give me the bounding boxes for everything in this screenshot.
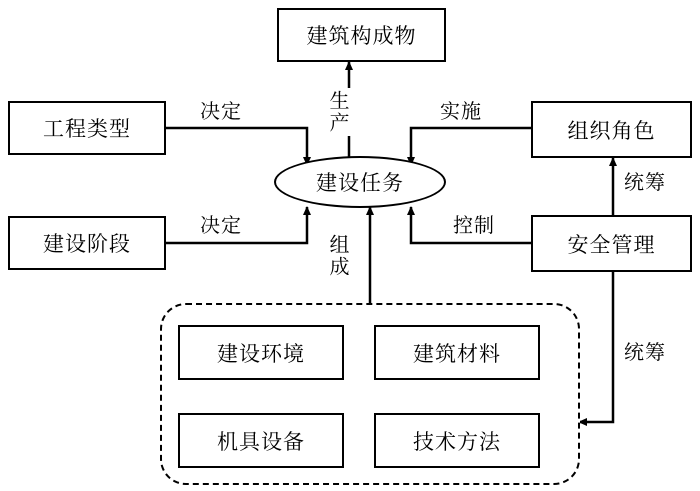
node-safety-label: 安全管理 — [567, 233, 656, 257]
node-equipment-label: 机具设备 — [217, 430, 305, 454]
node-material[interactable] — [374, 325, 540, 380]
node-org-role[interactable] — [531, 101, 692, 158]
node-equipment[interactable] — [178, 413, 344, 468]
edge-label-implement: 实施 — [438, 95, 484, 124]
node-product-label: 建筑构成物 — [306, 25, 417, 48]
edge-safety-to-resources — [579, 272, 613, 422]
node-task[interactable] — [274, 156, 446, 208]
node-method-label: 技术方法 — [413, 430, 501, 454]
node-safety[interactable] — [531, 215, 692, 272]
edge-label-decide-phase: 决定 — [198, 209, 244, 238]
edge-label-produce: 生产 — [323, 88, 352, 136]
node-project-type-label: 工程类型 — [43, 118, 131, 141]
node-product[interactable] — [277, 8, 446, 62]
edge-label-coordinate-bottom: 统筹 — [622, 336, 668, 365]
node-method[interactable] — [374, 413, 540, 468]
node-phase-label: 建设阶段 — [43, 233, 131, 256]
edge-label-control: 控制 — [451, 209, 497, 238]
edge-orgrole-to-task — [411, 128, 531, 165]
node-project-type[interactable] — [8, 101, 166, 155]
node-task-label: 建设任务 — [316, 172, 404, 195]
edge-label-decide-type: 决定 — [198, 95, 244, 124]
node-environment-label: 建设环境 — [217, 342, 305, 366]
node-material-label: 建筑材料 — [413, 342, 501, 366]
edge-label-compose: 组成 — [323, 232, 352, 280]
node-phase[interactable] — [8, 216, 166, 270]
edge-label-coordinate-top: 统筹 — [622, 166, 668, 195]
node-org-role-label: 组织角色 — [567, 119, 656, 143]
edge-projtype-to-task — [166, 128, 307, 165]
node-environment[interactable] — [178, 325, 344, 380]
